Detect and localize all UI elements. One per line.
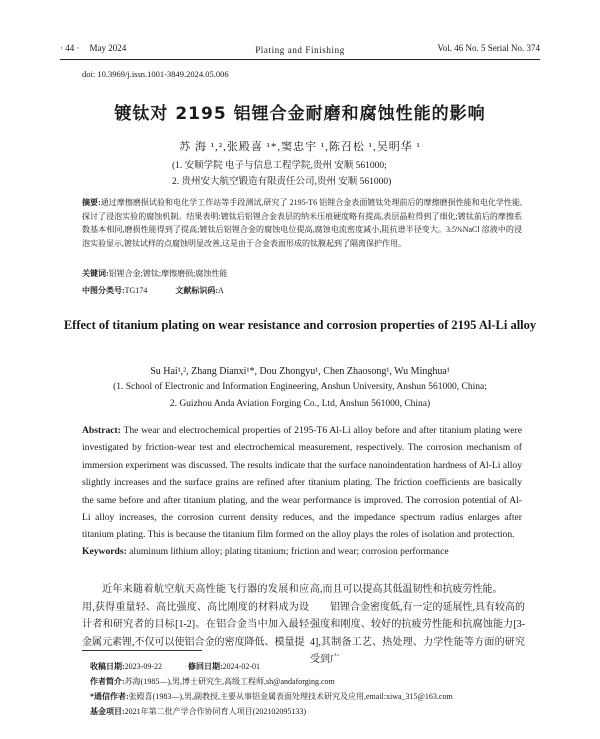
document-code-label: 文献标识码: [175,286,219,295]
author-label: 作者简介: [90,677,125,686]
chinese-affiliation-1: (1. 安顺学院 电子与信息工程学院,贵州 安顺 561000; [172,161,387,171]
chinese-keywords-label: 关键词: [82,269,109,278]
body-column-right [310,581,525,669]
english-abstract-label: Abstract: [82,425,121,436]
running-header [60,43,540,59]
english-keywords-label: Keywords: [82,546,127,557]
chinese-keywords-text: 铝锂合金;镀钛;摩擦磨损;腐蚀性能 [108,269,228,278]
body-paragraph: 近年来随着航空航天高性能飞行器的发展和应用,获得重量轻、高比强度、高比刚度的材料成为设计者和研究者的目标[1-2]。在铝合金当中加入最轻金属元素锂,不仅可以使铝合金的密度降低、模量提 [82,584,309,648]
issue-date: May 2024 [89,43,127,53]
english-affiliation-1: (1. School of Electronic and Information Engineering, Anshun University, Anshun 561000, China; [113,382,487,392]
chinese-abstract-label: 摘要: [82,198,101,207]
chinese-title: 镀钛对 2195 铝锂合金耐磨和腐蚀性能的影响 [114,104,486,124]
footnote-corresponding [90,691,453,702]
revised-label: 修回日期: [188,662,223,671]
english-title: Effect of titanium plating on wear resistance and corrosion properties of 2195 Al-Li alloy [63,318,537,332]
english-affiliation-2: 2. Guizhou Anda Aviation Forging Co., Ltd, Anshun 561000, China) [169,399,431,409]
volume-info: Vol. 46 No. 5 Serial No. 374 [437,43,540,53]
corresponding-label: *通信作者: [90,692,129,701]
fund-text: 2021年第二批产学合作协同育人项目(202102095133) [124,707,306,716]
chinese-abstract-text: 通过摩擦磨损试验和电化学工作站等手段测试,研究了 2195-T6 铝锂合金表面镀钛处理前后的摩擦磨损性能和电化学性能,探讨了浸泡实验的腐蚀机制。结果表明:镀钛后铝锂合金表层的纳米压痕硬度略有提高,表层晶粒得到了细化;镀钛前后的摩擦系数基本相同,磨损性能得到了提高;镀钛后铝锂合金的腐蚀电位提高,腐蚀电流密度减小,阻抗谱半径变大。3.5%NaCl 溶液中的浸泡实验显示,镀钛试样的点腐蚀明显改善,这是由于合金表面形成的钛膜起到了隔离保护作用。 [82,198,522,248]
footnote-fund [90,706,306,717]
chinese-authors: 苏 海 ¹,²,张殿喜 ¹*,窦忠宇 ¹,陈召松 ¹,吴明华 ¹ [179,141,421,153]
revised-date: 2024-02-01 [222,662,260,671]
footnote-author [90,676,335,687]
document-code: A [218,286,224,295]
received-date: 2023-09-22 [124,662,162,671]
body-paragraph: 铝锂合金密度低,有一定的延展性,具有较高的强度和刚度、较好的抗疲劳性能和抗腐蚀能力[3-4],其制备工艺、热处理、力学性能等方面的研究受到广 [310,601,525,665]
body-paragraph: 高,而且可以提高其低温韧性和抗疲劳性能。 [310,584,503,595]
chinese-affiliation-2: 2. 贵州安大航空锻造有限责任公司,贵州 安顺 561000) [172,177,392,187]
doi[interactable]: doi: 10.3969/j.issn.1001-3849.2024.05.006 [82,69,229,79]
chinese-keywords [82,268,522,279]
footnote-rule [82,650,202,651]
english-keywords-text: aluminum lithium alloy; plating titanium; friction and wear; corrosion performance [129,546,449,557]
footnote-dates [90,661,260,672]
body-column-left [82,581,309,651]
corresponding-bio: 张殿喜(1983—),男,副教授,主要从事铝金属表面处理技术研究及应用,email:xiwa_315@163.com [128,692,453,701]
header-rule [60,59,540,60]
journal-name: Plating and Finishing [255,45,345,55]
author-bio: 苏海(1985—),男,博士研究生,高级工程师,sh@andaforging.com [124,677,335,686]
received-label: 收稿日期: [90,662,125,671]
english-abstract [82,422,522,544]
clc-number: TG174 [124,286,148,295]
english-keywords [82,546,522,557]
page-number: · 44 · [60,43,80,53]
english-authors: Su Hai¹,², Zhang Dianxi¹*, Dou Zhongyu¹, Chen Zhaosong¹, Wu Minghua¹ [150,366,450,377]
classification-line [82,285,224,296]
chinese-abstract [82,196,522,250]
clc-label: 中图分类号: [82,286,125,295]
fund-label: 基金项目: [90,707,125,716]
english-abstract-text: The wear and electrochemical properties of 2195-T6 Al-Li alloy before and after titanium plating were investigated by friction-wear test and electrochemical measurement, respectively. The corrosion mechanism of immersion experiment was discussed. The results indicate that the surface nanoindentation hardness of Al-Li alloy slightly increases and the surface grains are refined after titanium plating. The friction coefficients are basically the same before and after titanium plating, and the wear performance is improved. The corrosion potential of Al-Li alloy increases, the corrosion current density reduces, and the impedance spectrum radius enlarges after titanium plating. This is because the titanium film formed on the alloy plays the roles of isolation and protection. [82,425,523,541]
